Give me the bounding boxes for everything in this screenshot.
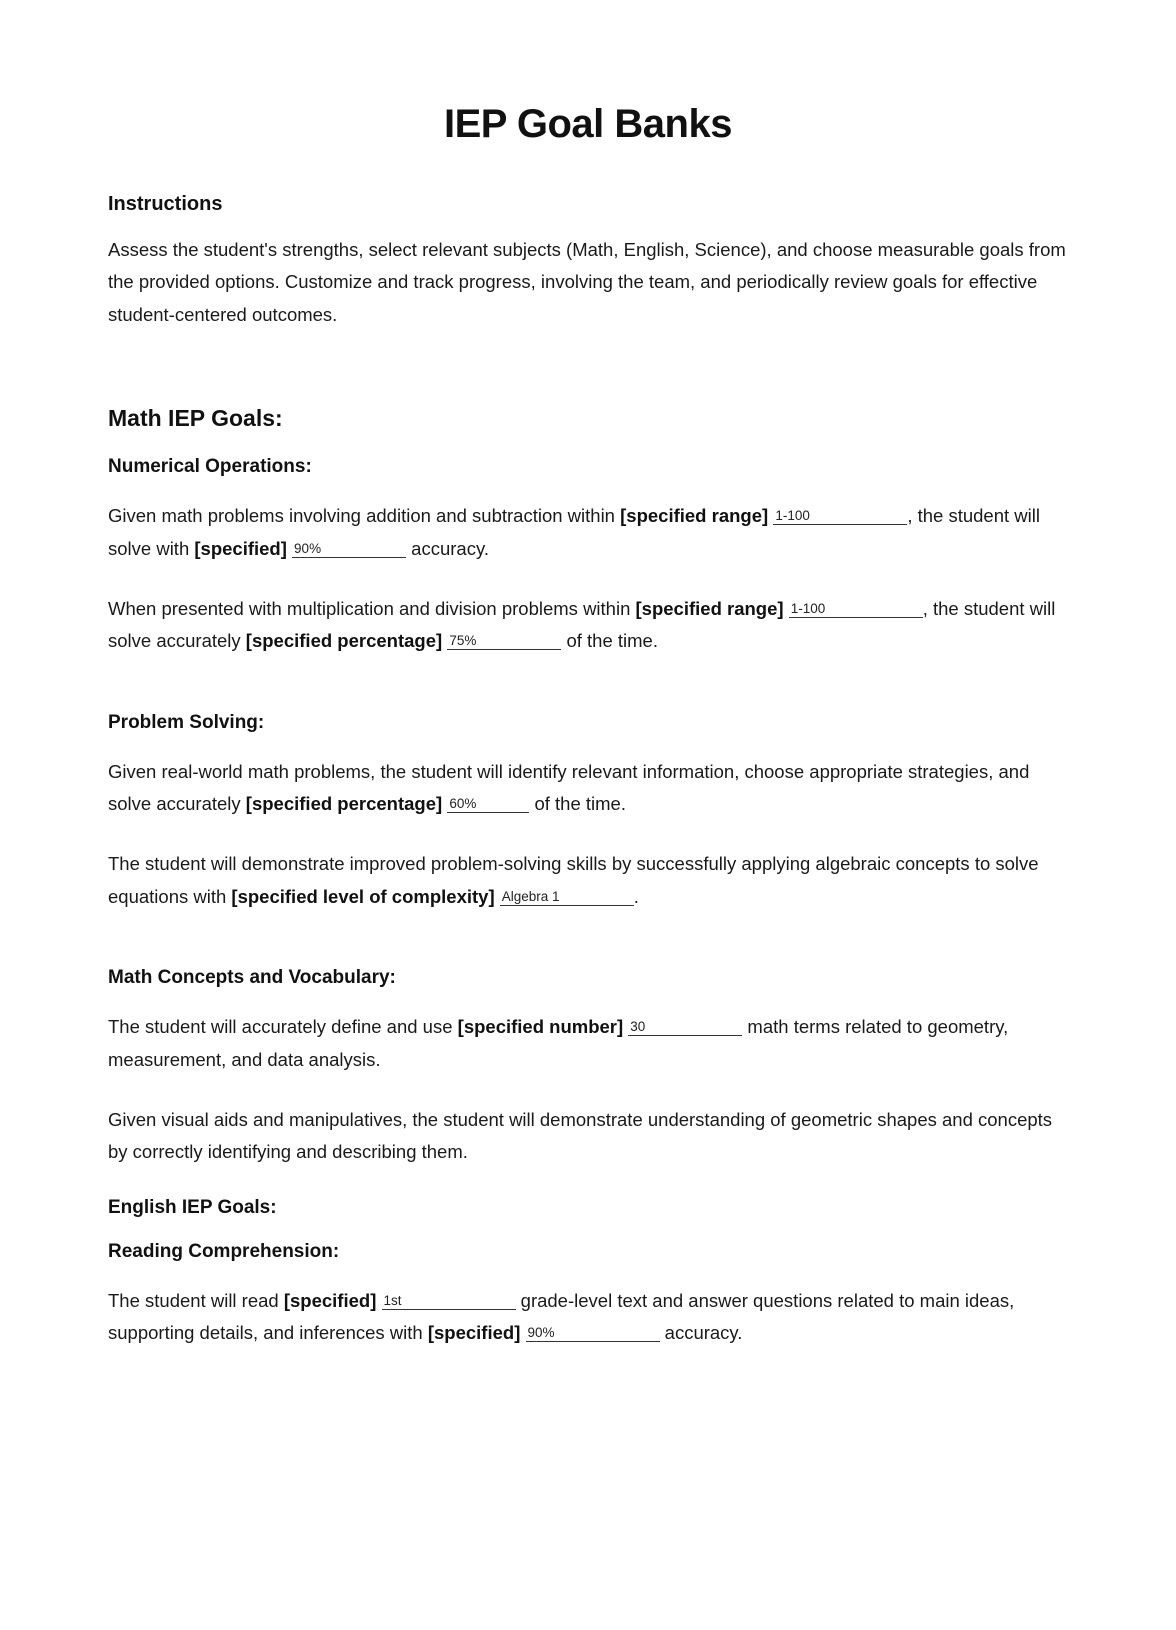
problem-solving-goal-2 (108, 848, 1068, 913)
goal-text-part: of the time. (529, 793, 626, 814)
spacer (108, 686, 1068, 712)
english-goals-heading: English IEP Goals: (108, 1196, 277, 1218)
goal-text-part: accuracy. (406, 537, 489, 559)
goal-placeholder-label: [specified] (283, 1289, 377, 1311)
goal-placeholder-label: [specified level of complexity] (231, 885, 495, 907)
goal-text-part: . (633, 885, 639, 907)
goal-text-part: , the student will solve accurately (108, 597, 1056, 652)
goal-text-part: Given real-world math problems, the student will identify relevant information, choose appropriate strategies, and solve accurately (108, 760, 1030, 814)
goal-placeholder-label: [specified percentage] (245, 630, 443, 652)
goal-text-part: Given math problems involving addition and subtraction within (108, 505, 621, 527)
goal-text-part: accuracy. (659, 1322, 743, 1343)
math-concepts-goal-1 (108, 1011, 1068, 1076)
goal-text-part: When presented with multiplication and division problems within (108, 597, 636, 619)
goal-placeholder-label: [specified percentage] (245, 793, 443, 814)
specified-grade-level-field[interactable]: 1st (382, 1294, 516, 1310)
math-goals-heading: Math IEP Goals: (108, 405, 283, 432)
spacer (108, 359, 1068, 405)
numerical-operations-goal-1 (108, 500, 1068, 565)
reading-comprehension-heading: Reading Comprehension: (108, 1240, 340, 1262)
numerical-operations-goal-2 (108, 593, 1068, 658)
page-title: IEP Goal Banks (444, 102, 732, 146)
specified-range-field-2[interactable]: 1-100 (789, 602, 923, 618)
goal-text-part: , the student will solve with (108, 505, 1040, 559)
specified-range-field-1[interactable]: 1-100 (773, 509, 907, 525)
specified-percentage-field-3[interactable]: 60% (447, 797, 529, 813)
spacer (108, 941, 1068, 967)
goal-text-part: The student will demonstrate improved problem-solving skills by successfully applying algebraic concepts to solve equations with (108, 853, 1039, 907)
goal-text-part: The student will accurately define and use (108, 1016, 458, 1038)
specified-accuracy-field-1[interactable]: 90% (292, 542, 406, 558)
goal-text-part: The student will read (108, 1289, 284, 1311)
goal-placeholder-label: [specified range] (635, 597, 784, 619)
goal-text-part: grade-level text and answer questions related to main ideas, supporting details, and inferences with (108, 1289, 1015, 1343)
problem-solving-goal-1 (108, 756, 1068, 821)
reading-comprehension-goal-1 (108, 1285, 1068, 1350)
goal-placeholder-label: [specified number] (457, 1016, 624, 1038)
numerical-operations-heading: Numerical Operations: (108, 456, 312, 478)
math-concepts-goal-2: Given visual aids and manipulatives, the student will demonstrate understanding of geometric shapes and concepts by correctly identifying and describing them. (108, 1108, 1053, 1163)
math-concepts-vocabulary-heading: Math Concepts and Vocabulary: (108, 967, 396, 989)
goal-text-part: of the time. (561, 630, 658, 652)
specified-complexity-field[interactable]: Algebra 1 (500, 890, 634, 906)
problem-solving-heading: Problem Solving: (108, 711, 265, 733)
instructions-text: Assess the student's strengths, select relevant subjects (Math, English, Science), and choose measurable goals from the provided options. Customize and track progress, involving the team, and periodically review goals for effective student-centered outcomes. (108, 239, 1066, 325)
specified-number-field[interactable]: 30 (628, 1020, 742, 1036)
goal-placeholder-label: [specified] (194, 537, 287, 559)
specified-percentage-field-2[interactable]: 75% (447, 634, 561, 650)
goal-placeholder-label: [specified range] (620, 505, 769, 527)
instructions-heading: Instructions (108, 193, 223, 215)
goal-text-part: math terms related to geometry, measurement, and data analysis. (108, 1016, 1009, 1070)
specified-accuracy-field-2[interactable]: 90% (526, 1326, 660, 1342)
goal-placeholder-label: [specified] (427, 1322, 521, 1343)
